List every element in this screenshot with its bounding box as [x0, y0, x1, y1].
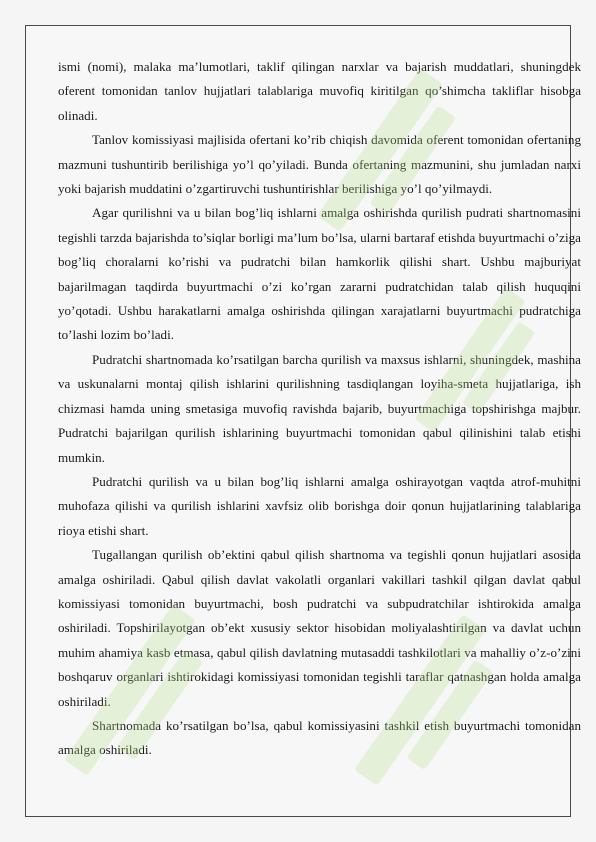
paragraph-1: ismi (nomi), malaka ma’lumotlari, taklif qilingan narxlar va bajarish muddatlari, shuningdek oferent tomonidan tanlov hujjatlari talablariga muvofiq kiritilgan qo’shimcha takliflar hisobga olinadi. [58, 59, 581, 123]
paragraph-6: Tugallangan qurilish ob’ektini qabul qilish shartnoma va tegishli qonun hujjatlari asosida amalga oshiriladi. Qabul qilish davlat vakolatli organlari vakillari tashkil qilgan davlat qabul komissiyasi tomonidan buyurtmachi, bosh pudratchi va subpudratchilar ishtirokida amalga oshiriladi. Topshirilayotgan ob’ekt xususiy sektor hisobidan moliyalashtirilgan va davlat uchun muhim ahamiya kasb etmasa, qabul qilish davlatning mutasaddi tashkilotlari va mahalliy o’z-o’zini boshqaruv organlari ishtirokidagi komissiyasi tomonidan tegishli taraflar qatnashgan holda amalga oshiriladi. [58, 547, 581, 709]
document-body [58, 55, 581, 763]
paragraph-3: Agar qurilishni va u bilan bog’liq ishlarni amalga oshirishda qurilish pudrati shartnomasini tegishli tarzda bajarishda to’siqlar borligi ma’lum bo’lsa, ularni bartaraf etishda buyurtmachi o’ziga bog’liq choralarni ko’rishi va pudratchi bilan hamkorlik qilishi shart. Ushbu majburiyat bajarilmagan taqdirda buyurtmachi o’zi ko’rgan zararni pudratchidan talab qilish huquqini yo’qotadi. Ushbu harakatlarni amalga oshirishda qilingan xarajatlarni buyurtmachi pudratchiga to’lashi lozim bo’ladi. [58, 205, 581, 343]
paragraph-4: Pudratchi shartnomada ko’rsatilgan barcha qurilish va maxsus ishlarni, shuningdek, mashina va uskunalarni montaj qilish ishlarini qurilishning tasdiqlangan loyiha-smeta hujjatlariga, ish chizmasi hamda uning smetasiga muvofiq ravishda bajarib, buyurtmachiga topshirishga majbur. Pudratchi bajarilgan qurilish ishlarining buyurtmachi tomonidan qabul qilinishini talab etishi mumkin. [58, 351, 581, 465]
document-page [25, 25, 581, 817]
paragraph-2: Tanlov komissiyasi majlisida ofertani ko’rib chiqish davomida oferent tomonidan ofertaning mazmuni tushuntirib berilishiga yo’l qo’yiladi. Bunda ofertaning mazmunini, shu jumladan narxi yoki bajarish muddatini o’zgartiruvchi tushuntirishlar berilishiga yo’l qo’yilmaydi. [58, 132, 581, 197]
paragraph-5: Pudratchi qurilish va u bilan bog’liq ishlarni amalga oshirayotgan vaqtda atrof-muhitni muhofaza qilishi va qurilish ishlarini xavfsiz olib borishga doir qonun hujjatlarining talablariga rioya etishi shart. [58, 473, 581, 538]
paragraph-7: Shartnomada ko’rsatilgan bo’lsa, qabul komissiyasini tashkil etish buyurtmachi tomonidan amalga oshiriladi. [58, 717, 581, 758]
